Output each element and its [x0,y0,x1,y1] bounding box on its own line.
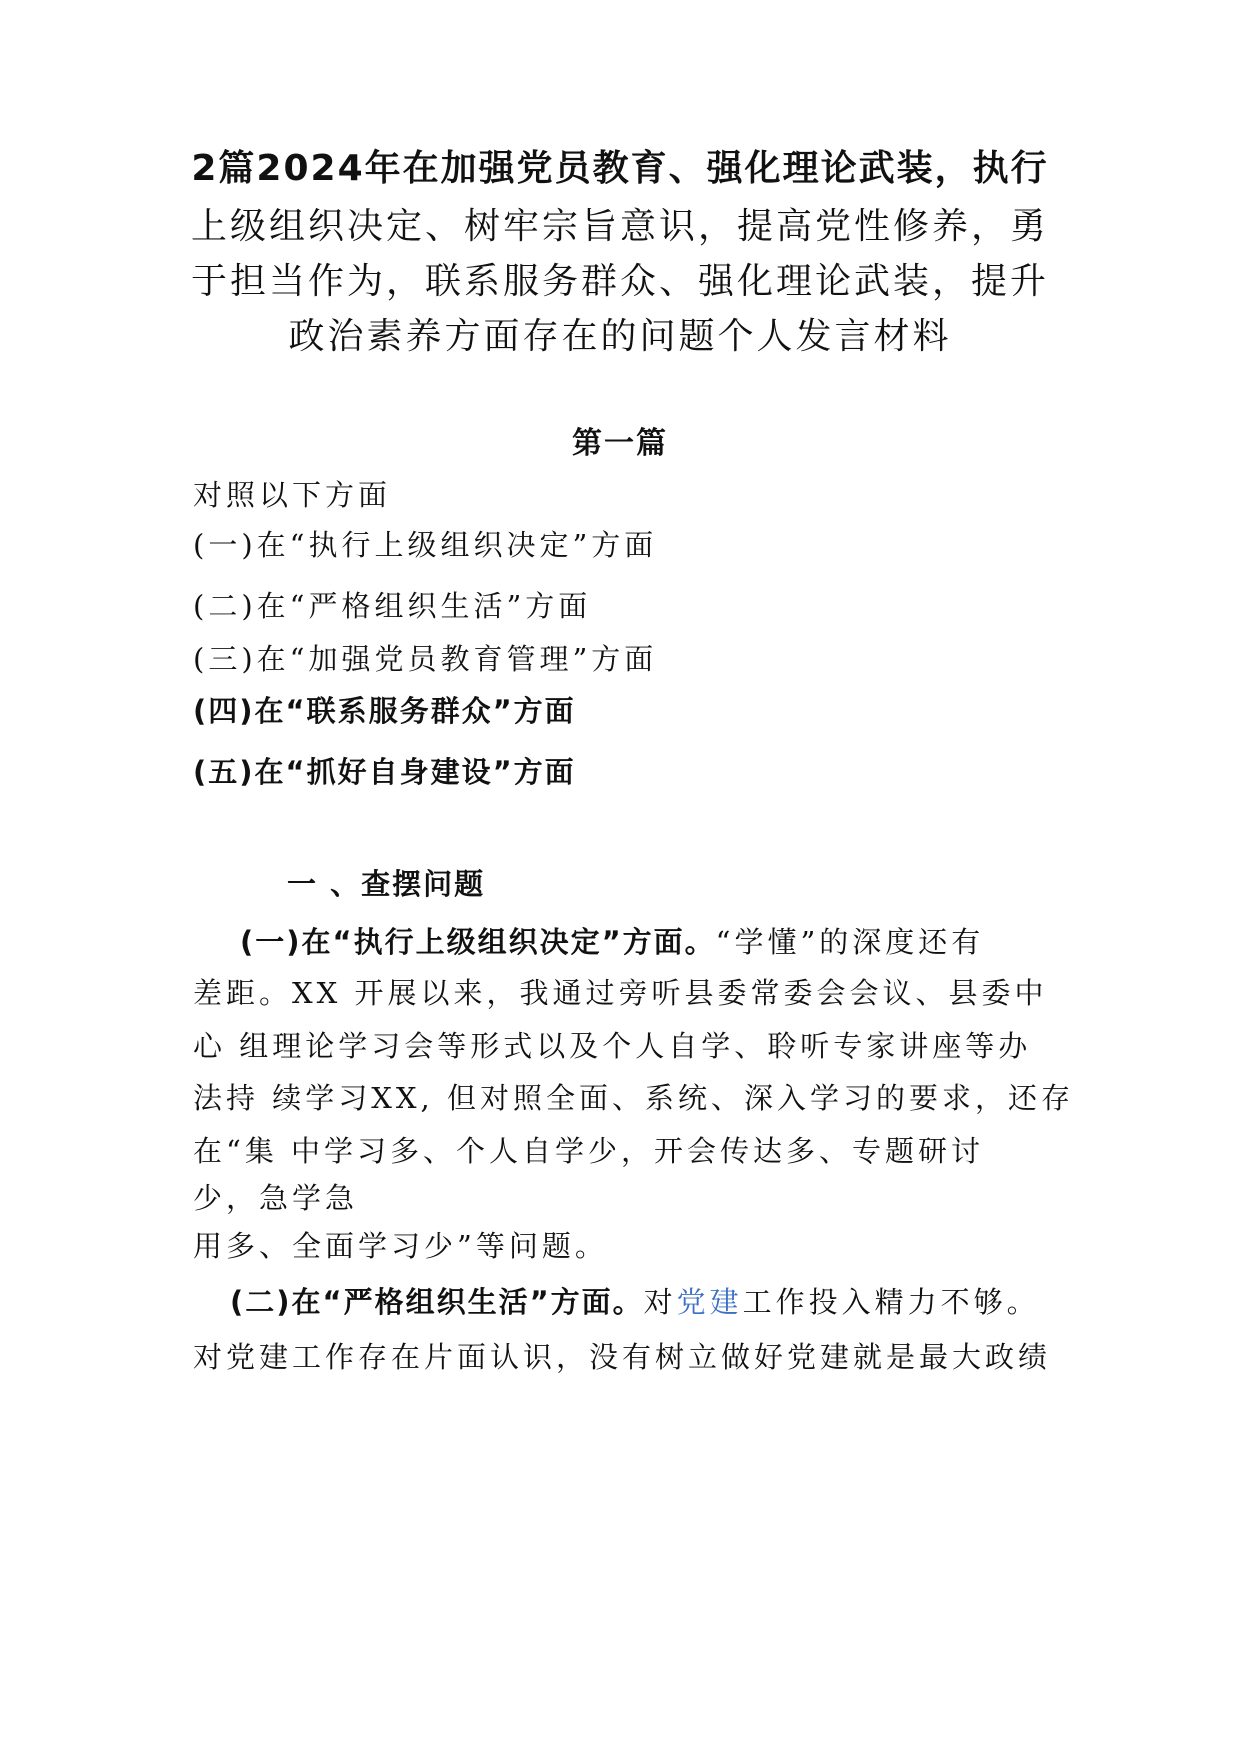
outline-item-3: (三)在“加强党员教育管理”方面 [193,642,658,676]
document-title-line-1: 2篇2024年在加强党员教育、强化理论武装，执行 [191,148,1049,189]
paragraph-1-line-2: 差距。XX 开展以来，我通过旁听县委常委会会议、县委中 [193,976,1048,1010]
paragraph-1-line-4: 法持 续学习XX, 但对照全面、系统、深入学习的要求，还存 [193,1081,1074,1115]
paragraph-1-line-6: 少，急学急 [193,1181,359,1215]
paragraph-2-pre: 对 [643,1285,677,1319]
outline-item-1: (一)在“执行上级组织决定”方面 [193,528,658,562]
paragraph-1-lead: (一)在“执行上级组织决定”方面。 [240,925,716,959]
outline-item-5: (五)在“抓好自身建设”方面 [193,755,576,789]
paragraph-1-line-1 [240,920,984,961]
document-title-line-4: 政治素养方面存在的问题个人发言材料 [288,316,952,357]
paragraph-2-line-1 [230,1280,1040,1321]
outline-intro: 对照以下方面 [193,478,392,512]
party-building-link[interactable]: 党建 [676,1285,743,1319]
document-title-line-2: 上级组织决定、树牢宗旨意识，提高党性修养，勇 [190,206,1049,247]
section-heading: 一 、查摆问题 [287,867,486,901]
outline-item-4: (四)在“联系服务群众”方面 [193,694,576,728]
paragraph-1-line-1-rest: “学懂”的深度还有 [715,925,985,959]
outline-item-2: (二)在“严格组织生活”方面 [193,589,592,623]
document-title-line-3: 于担当作为，联系服务群众、强化理论武装，提升 [190,261,1049,302]
paragraph-2-lead: (二)在“严格组织生活”方面。 [230,1285,644,1319]
paragraph-2-line-2: 对党建工作存在片面认识，没有树立做好党建就是最大政绩 [193,1340,1052,1374]
paragraph-1-line-5: 在“集 中学习多、个人自学少，开会传达多、专题研讨 [193,1134,985,1168]
part-heading: 第一篇 [572,426,668,461]
paragraph-1-line-7: 用多、全面学习少”等问题。 [193,1229,608,1263]
paragraph-2-post: 工作投入精力不够。 [742,1285,1040,1319]
paragraph-1-line-3: 心 组理论学习会等形式以及个人自学、聆听专家讲座等办 [193,1029,1032,1063]
